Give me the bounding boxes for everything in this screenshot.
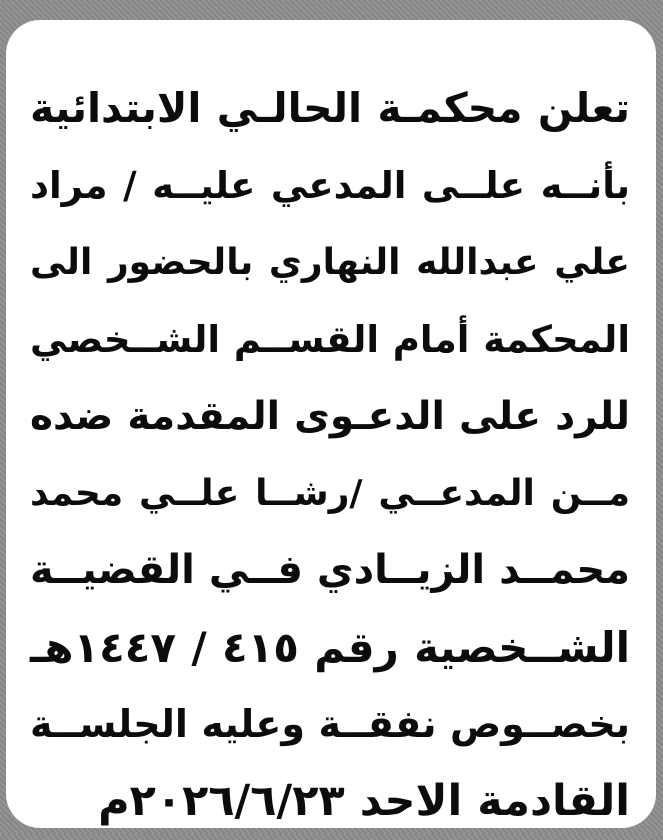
notice-line-10: القادمة الاحد ٢٠٢٦/٦/٢٣م (98, 776, 630, 826)
court-notice-card (6, 20, 656, 828)
notice-line-9: بخصــوص نفقــة وعليه الجلســة (30, 702, 630, 746)
notice-line-5: للرد على الدعـوى المقدمة ضده (30, 394, 630, 439)
notice-line-3: علي عبدالله النهاري بالحضور الى (30, 242, 630, 283)
notice-line-7: محمــد الزيــادي فــي القضيــة (30, 547, 630, 593)
notice-line-2: بأنــه علــى المدعي عليــه / مراد (30, 164, 630, 207)
notice-text-block (30, 70, 630, 840)
notice-line-6: مــن المدعــي /رشــا علــي محمد (30, 473, 630, 514)
notice-line-1: تعلن محكمـة الحالـي الابتدائية (30, 84, 630, 132)
notice-line-8: الشــخصية رقم ٤١٥ / ١٤٤٧هـ (30, 623, 630, 672)
notice-line-4: المحكمة أمام القســم الشــخصي (30, 318, 630, 361)
